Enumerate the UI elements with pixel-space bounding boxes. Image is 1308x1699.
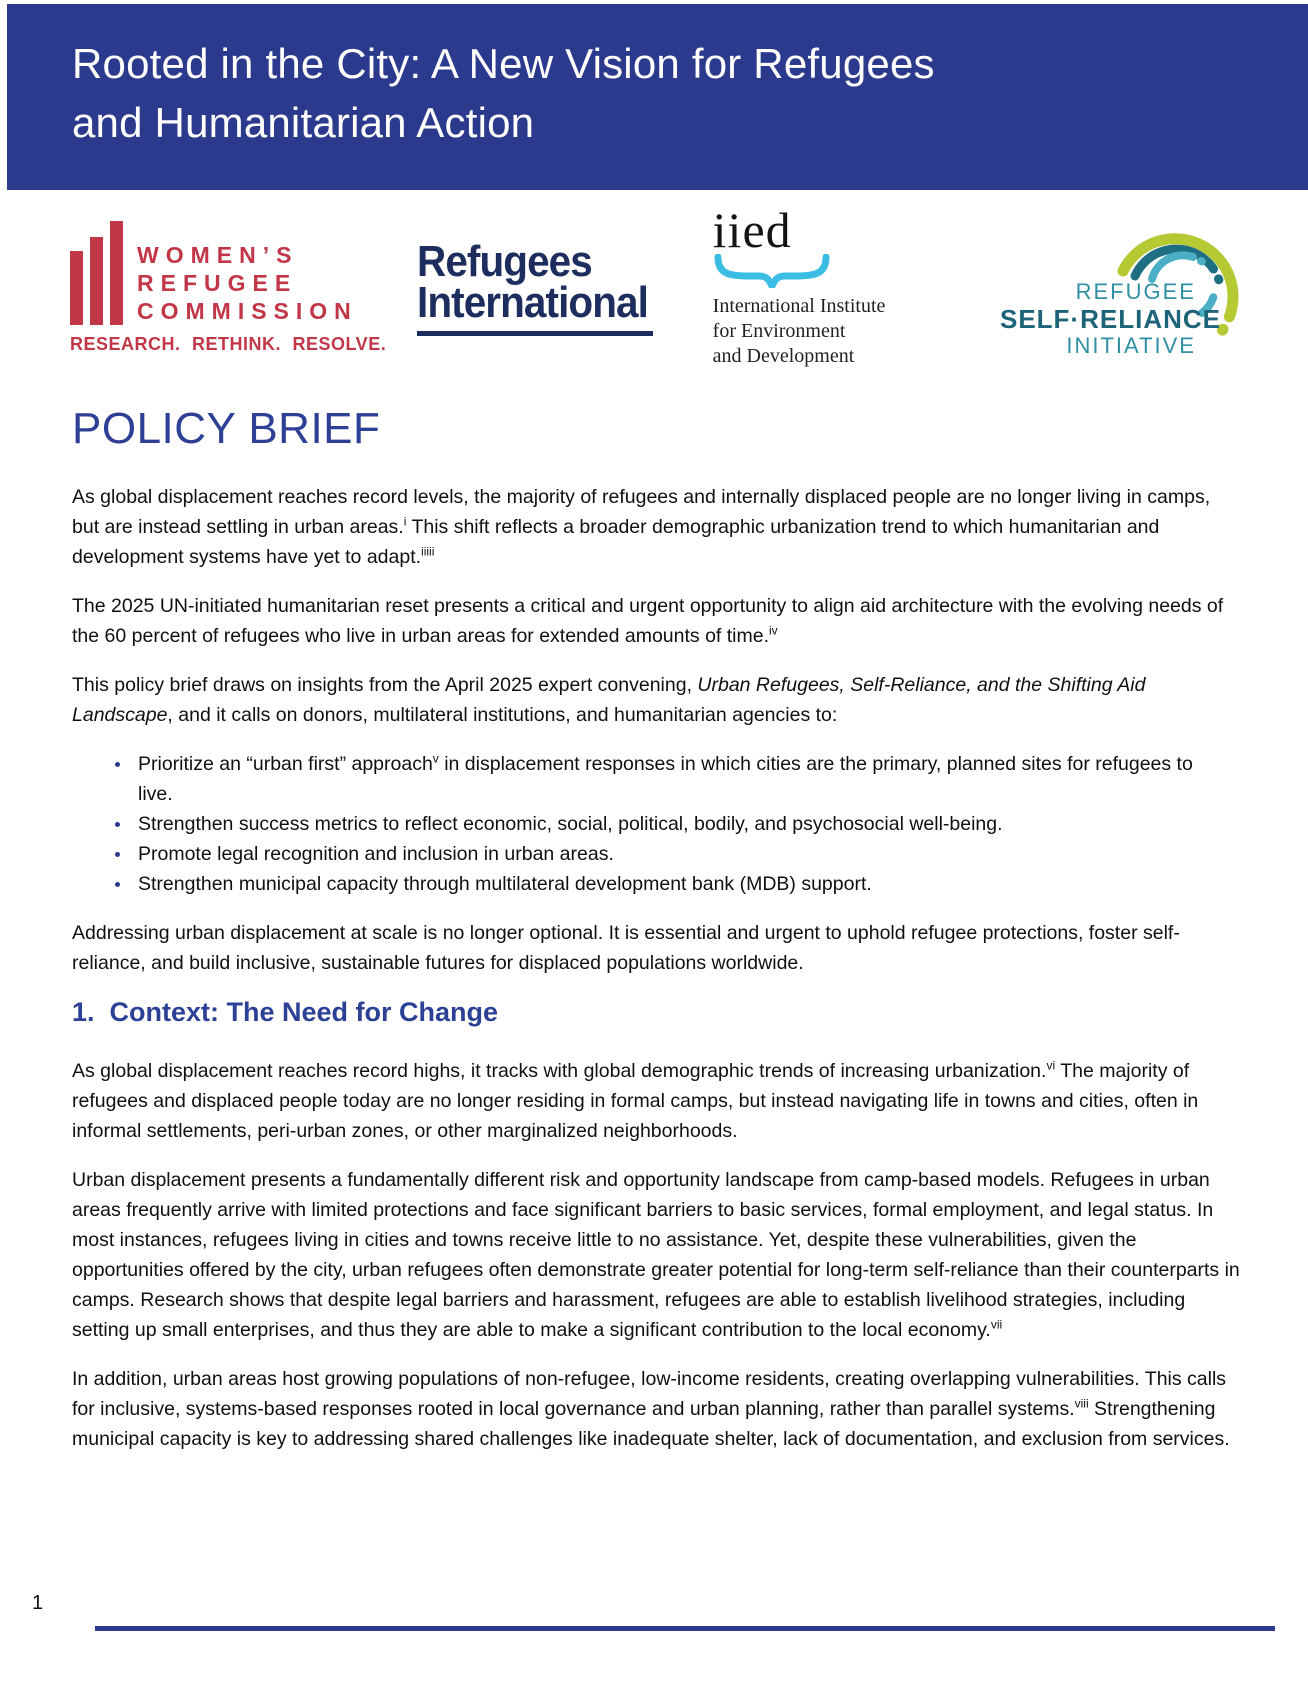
rsri-wordmark — [999, 279, 1221, 358]
paragraph-text: As global displacement reaches record highs, it tracks with global demographic trends of increasing urbanization. — [72, 1060, 1047, 1082]
paragraph-text: This shift reflects a broader demographic urbanization trend to which humanitarian and development systems have yet to adapt. — [72, 516, 1160, 568]
list-item — [132, 749, 1232, 809]
rsri-word-self-reliance: SELF·RELIANCE — [999, 304, 1221, 334]
footer-rule — [95, 1626, 1275, 1631]
paragraph-text: The majority of refugees and displaced people today are no longer residing in formal camps, but instead navigating life in towns and cities, often in informal settlements, peri-urban zones, or other marginalized neighborhoods. — [72, 1060, 1199, 1142]
section-number: 1. — [72, 997, 95, 1027]
footnote-ref-v: v — [432, 751, 439, 766]
paragraph-imperative: Addressing urban displacement at scale is no longer optional. It is essential and urgent to uphold refugee protections, foster self-reliance, and build inclusive, sustainable futures for displaced populations worldwide. — [72, 922, 1180, 974]
iied-brace-icon — [713, 254, 831, 288]
document-title-line1: Rooted in the City: A New Vision for Refugees — [72, 40, 935, 87]
paragraph-text: As global displacement reaches record levels, the majority of refugees and internally displaced people are no longer living in camps, but are instead settling in urban areas. — [72, 486, 1211, 538]
document-title — [72, 34, 1268, 152]
ri-word-international: International — [417, 277, 649, 327]
list-item — [132, 839, 1232, 869]
bullet-text: Promote legal recognition and inclusion in urban areas. — [138, 843, 614, 865]
paragraph-text: This policy brief draws on insights from the April 2025 expert convening, — [72, 674, 698, 696]
page-number: 1 — [32, 1592, 44, 1614]
paragraph-overlapping-vulnerabilities — [72, 1364, 1240, 1454]
paragraph-text: , and it calls on donors, multilateral institutions, and humanitarian agencies to: — [167, 704, 838, 726]
document-title-line2: and Humanitarian Action — [72, 99, 535, 146]
convening-title-italic: Urban Refugees, Self-Reliance, and the Shifting Aid Landscape — [72, 674, 1146, 726]
iied-fullname-line2: for Environment — [712, 319, 846, 342]
ri-underline-bar — [417, 331, 653, 336]
refugees-international-logo — [417, 236, 655, 336]
paragraph-text: In addition, urban areas host growing populations of non-refugee, low-income residents, creating overlapping vulnerabilities. This calls for inclusive, systems-based responses rooted in local governance and urban planning, rather than parallel systems. — [72, 1368, 1227, 1420]
rsri-word-initiative: INITIATIVE — [1066, 333, 1196, 358]
paragraph-text: The 2025 UN-initiated humanitarian reset presents a critical and urgent opportunity to align aid architecture with the evolving needs of the 60 percent of refugees who live in urban areas for extended amounts of time. — [72, 595, 1224, 647]
wrc-name-line2: REFUGEE — [137, 270, 298, 296]
policy-brief-heading: POLICY BRIEF — [72, 404, 381, 453]
wrc-name-line1: WOMEN’S — [137, 242, 299, 268]
partner-logo-row — [70, 201, 1242, 367]
wrc-tagline: RESEARCH. RETHINK. RESOLVE. — [70, 334, 387, 354]
rsri-word-refugee: REFUGEE — [1075, 279, 1196, 304]
section-title: Context: The Need for Change — [109, 997, 499, 1027]
paragraph-urban-risk-opportunity — [72, 1165, 1240, 1345]
footnote-ref-ii-iii: iiiii — [421, 544, 435, 559]
paragraph-context-trends — [72, 1056, 1240, 1146]
footnote-ref-vi: vi — [1046, 1058, 1056, 1073]
ri-word-refugees: Refugees — [417, 236, 593, 286]
paragraph-convening — [72, 670, 1240, 730]
section-heading-context — [72, 997, 1242, 1028]
paragraph-displacement-levels — [72, 482, 1240, 572]
paragraph-text: Urban displacement presents a fundamentally different risk and opportunity landscape from camp-based models. Refugees in urban areas frequently arrive with limited protections and face significant barriers to basic services, formal employment, and legal status. In most instances, refugees living in cities and towns receive little to no assistance. Yet, despite these vulnerabilities, given the opportunities offered by the city, urban refugees often demonstrate greater potential for long-term self-reliance than their counterparts in camps. Research shows that despite legal barriers and harassment, refugees are able to establish livelihood strategies, including setting up small enterprises, and thus they are able to make a significant contribution to the local economy. — [72, 1169, 1240, 1341]
wrc-bars-icon — [70, 221, 123, 325]
womens-refugee-commission-logo — [70, 221, 387, 355]
list-item — [132, 869, 1232, 899]
iied-fullname-line3: and Development — [712, 344, 855, 367]
bullet-text: Prioritize an “urban first” approach — [138, 753, 433, 775]
bullet-text: Strengthen success metrics to reflect economic, social, political, bodily, and psychosocial well-being. — [138, 813, 1003, 835]
bullet-text: Strengthen municipal capacity through multilateral development bank (MDB) support. — [138, 873, 872, 895]
footnote-ref-iv: iv — [769, 623, 778, 638]
refugee-self-reliance-initiative-logo — [1000, 218, 1242, 358]
iied-logo — [712, 201, 943, 369]
title-banner — [7, 4, 1308, 190]
paragraph-text: Strengthening municipal capacity is key to addressing shared challenges like inadequate shelter, lack of documentation, and exclusion from services. — [72, 1398, 1230, 1450]
iied-acronym: iied — [712, 201, 792, 258]
footnote-ref-viii: viii — [1074, 1396, 1089, 1411]
document-body — [0, 404, 1308, 1454]
iied-fullname — [713, 294, 943, 369]
page — [0, 4, 1308, 1614]
footnote-ref-i: i — [403, 514, 407, 529]
wrc-name — [137, 241, 358, 325]
list-item — [132, 809, 1232, 839]
bullet-text: in displacement responses in which cities are the primary, planned sites for refugees to live. — [138, 753, 1193, 805]
recommendations-list — [72, 749, 1232, 899]
wrc-name-line3: COMMISSION — [137, 298, 358, 324]
footnote-ref-vii: vii — [990, 1317, 1003, 1332]
iied-fullname-line1: International Institute — [712, 294, 886, 317]
paragraph-humanitarian-reset — [72, 591, 1240, 651]
